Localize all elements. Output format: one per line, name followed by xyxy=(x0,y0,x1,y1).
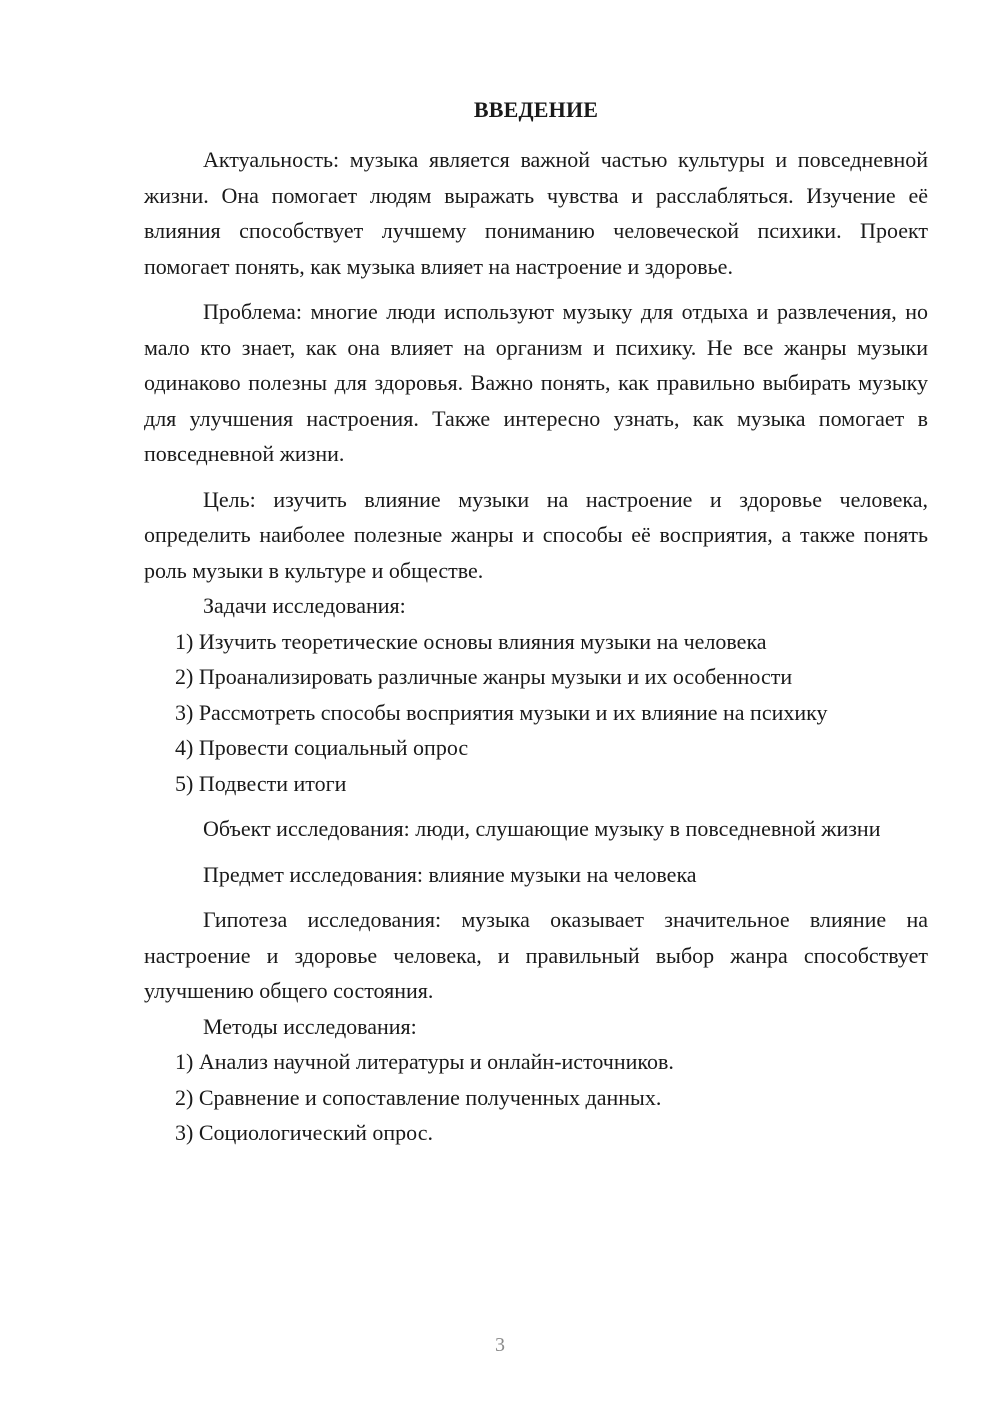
list-item: 4) Провести социальный опрос xyxy=(175,735,469,760)
hypothesis-paragraph: Гипотеза исследования: музыка оказывает значительное влияние на настроение и здоровье человека, и правильный выбор жанра способствует улучшению общего состояния. xyxy=(144,907,928,1003)
list-item: 2) Сравнение и сопоставление полученных данных. xyxy=(175,1084,662,1110)
object-paragraph: Объект исследования: люди, слушающие музыку в повседневной жизни xyxy=(203,816,881,841)
list-item: 1) Изучить теоретические основы влияния музыки на человека xyxy=(175,628,767,654)
problem-paragraph: Проблема: многие люди используют музыку для отдыха и развлечения, но мало кто знает, как она влияет на организм и психику. Не все жанры музыки одинаково полезны для здоровья. Важно понять, как правильно выбирать музыку для улучшения настроения. Также интересно узнать, как музыка помогает в повседневной жизни. xyxy=(144,299,928,466)
list-item: 2) Проанализировать различные жанры музыки и их особенности xyxy=(175,664,793,689)
methods-list xyxy=(144,1044,928,1151)
list-item: 1) Анализ научной литературы и онлайн-источников. xyxy=(175,1049,674,1074)
relevance-paragraph: Актуальность: музыка является важной частью культуры и повседневной жизни. Она помогает людям выражать чувства и расслабляться. Изучение её влияния способствует лучшему пониманию человеческой психики. Проект помогает понять, как музыка влияет на настроение и здоровье. xyxy=(144,147,928,279)
tasks-list xyxy=(144,624,928,802)
list-item: 3) Рассмотреть способы восприятия музыки и их влияние на психику xyxy=(175,699,828,725)
document-page xyxy=(144,92,928,1151)
list-item: 3) Социологический опрос. xyxy=(175,1120,433,1145)
page-number: 3 xyxy=(495,1334,505,1356)
tasks-heading: Задачи исследования: xyxy=(203,593,406,618)
goal-paragraph: Цель: изучить влияние музыки на настроение и здоровье человека, определить наиболее полезные жанры и способы её восприятия, а также понять роль музыки в культуре и обществе. xyxy=(144,486,928,583)
subject-paragraph: Предмет исследования: влияние музыки на человека xyxy=(203,861,697,887)
page-title: ВВЕДЕНИЕ xyxy=(473,97,599,122)
methods-heading: Методы исследования: xyxy=(203,1013,417,1039)
list-item: 5) Подвести итоги xyxy=(175,770,347,796)
